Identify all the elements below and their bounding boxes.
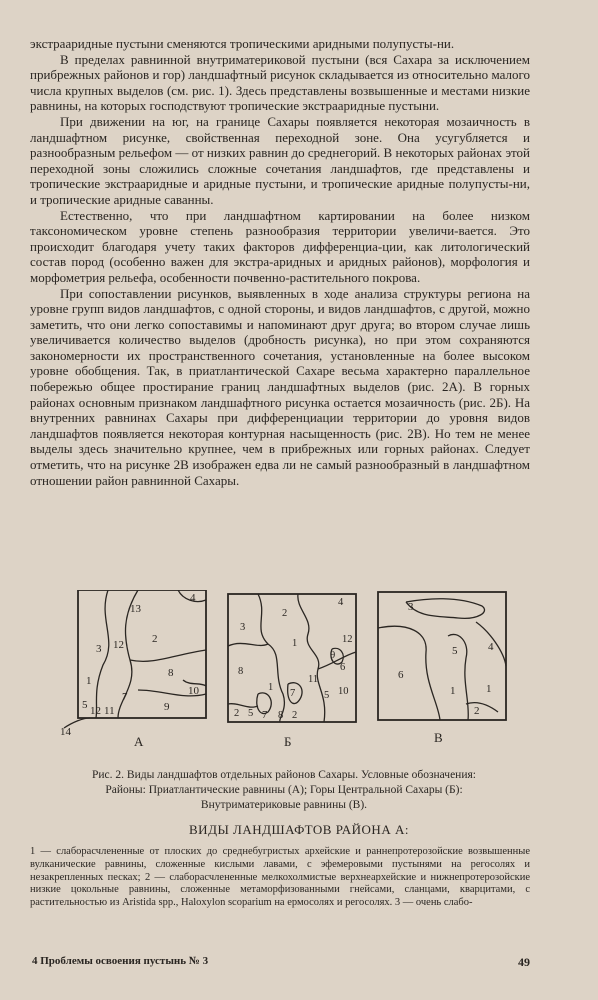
map-a-label: 4 xyxy=(190,592,196,604)
map-a-label: 9 xyxy=(164,701,170,713)
legend-text xyxy=(30,846,530,910)
map-a-label: 2 xyxy=(152,633,158,645)
paragraph: В пределах равнинной внутриматериковой пустыни (вся Сахара за исключением прибрежных районов и гор) ландшафтный рисунок складывается из относительно малого числа крупных выделов (см. рис. 1). Здесь представлены возвышенные и местами низкие равнины, на которых господствуют тропические экстрааридные пустыни. xyxy=(30,51,530,114)
map-b-letter: Б xyxy=(284,734,292,749)
caption-line: Внутриматериковые равнины (В). xyxy=(200,799,368,811)
map-b-label: 11 xyxy=(308,674,319,685)
map-b-label: 3 xyxy=(240,622,246,633)
map-a-label: 3 xyxy=(96,643,102,655)
map-b-label: 8 xyxy=(238,666,244,677)
map-a-label: 13 xyxy=(130,603,141,615)
legend-paragraph: 1 — слаборасчлененные от плоских до среднебугристых архейские и раннепротерозойские возвышенные вулканические равнины, сложенные кислыми лавами, с эфемеровыми пустынями на регосолях и незакрепленных песках; 2 — слаборасчлененные мелкохолмистые верхнеархейские и нижнепротерозойские низкие цокольные равнины, сложенные метаморфизованными гнейсами, сланцами, кварцитами, с растительностью из Aristida spp., Haloxylon scoparium на ермосолях и регосолях. 3 — очень слабо- xyxy=(30,846,530,909)
map-v-boundary xyxy=(406,599,485,619)
map-b-label: 6 xyxy=(340,662,346,673)
map-b xyxy=(228,594,356,749)
paragraph: При движении на юг, на границе Сахары появляется некоторая мозаичность в ландшафтном рисунке, свойственная переходной зоне. Она усугубляется и разнообразным рельефом — от низких равнин до среднегорий. В некоторых районах этой переходной зоны сложились сложные сочетания ландшафтов, где представлены и тропические экстрааридные и аридные пустыни, и тропические аридные полупусты-ни, и тропические аридные саванны. xyxy=(30,113,530,207)
body-text xyxy=(30,36,530,488)
map-a-label: 12 xyxy=(90,705,101,717)
figure-caption xyxy=(34,768,534,813)
caption-line: Рис. 2. Виды ландшафтов отдельных районов Сахары. Условные обозначения: xyxy=(92,769,476,781)
map-b-label: 1 xyxy=(292,638,298,649)
map-a-label: 10 xyxy=(188,685,199,697)
map-v-label: 5 xyxy=(452,645,458,657)
map-a-label: 1 xyxy=(86,675,92,687)
map-b-label: 9 xyxy=(330,650,336,661)
map-v-frame xyxy=(378,592,506,720)
map-b-label: 8 xyxy=(278,710,284,721)
map-v-boundary xyxy=(378,626,440,720)
map-a-label: 14 xyxy=(60,726,71,738)
page-number: 49 xyxy=(518,955,530,969)
map-b-label: 2 xyxy=(292,710,298,721)
map-b-label: 5 xyxy=(324,690,330,701)
map-b-label: 1 xyxy=(268,682,274,693)
map-b-boundary xyxy=(298,594,325,722)
map-v-boundary xyxy=(466,703,498,712)
map-b-label: 12 xyxy=(342,634,353,645)
map-v-label: 1 xyxy=(450,685,456,697)
map-v-label: 6 xyxy=(398,669,404,681)
map-v-letter: В xyxy=(434,730,443,745)
map-b-label: 5 xyxy=(248,708,254,719)
map-b-boundary xyxy=(228,643,268,646)
map-v-label: 3 xyxy=(408,601,414,613)
paragraph: Естественно, что при ландшафтном картировании на более низком таксономическом уровне степень разнообразия территории увеличи-вается. Это происходит благодаря учету таких факторов дифференциа-ции, как литологический состав пород (особенно важен для экстра-аридных и аридных районов), морфология и морфометрия рельефа, особенности почвенно-растительного покрова. xyxy=(30,207,530,285)
figure-maps xyxy=(58,590,528,752)
map-v-label: 2 xyxy=(474,705,480,717)
map-b-label: 4 xyxy=(338,597,344,608)
map-b-boundary xyxy=(228,704,258,707)
map-a-label: 12 xyxy=(113,639,124,651)
signature-mark: 4 Проблемы освоения пустынь № 3 xyxy=(32,955,209,967)
section-title: ВИДЫ ЛАНДШАФТОВ РАЙОНА А: xyxy=(189,822,409,837)
map-v xyxy=(378,592,506,745)
map-v-label: 1 xyxy=(486,683,492,695)
map-v-label: 4 xyxy=(488,641,494,653)
map-b-label: 2 xyxy=(234,708,240,719)
page-footer xyxy=(32,955,530,971)
map-a-boundary xyxy=(130,650,206,661)
map-b-label: 10 xyxy=(338,686,349,697)
caption-line: Районы: Приатлантические равнины (А); Горы Центральной Сахары (Б): xyxy=(105,784,463,796)
paragraph: экстрааридные пустыни сменяются тропическими аридными полупусты-ни. xyxy=(30,36,455,51)
map-b-label: 7 xyxy=(262,710,268,721)
map-b-label: 7 xyxy=(290,688,296,699)
paragraph: При сопоставлении рисунков, выявленных в ходе анализа структуры региона на уровне групп видов ландшафтов, с одной стороны, и видов ландшафтов, с другой, можно заметить, что они легко сопоставимы и напоминают друг друга; во втором случае лишь увеличивается количество выделов (дробность рисунка), но при этом сохраняются закономерности их пространственного сочетания, установленные на более высоком уровне обобщения. Так, в приатлантической Сахаре весьма характерно параллельное побережью общее простирание границ ландшафтных выделов (рис. 2А). В горных районах основным признаком ландшафтного рисунка остается мозаичность (рис. 2Б). На внутренних равнинах Сахары при дифференциации территории до уровня видов ландшафтов появляется некоторая контурная насыщенность (рис. 2В). Но тем не менее выделы здесь значительно крупнее, чем в прибрежных или горных районах. Следует отметить, что на рисунке 2В изображен едва ли не самый разнообразный в ландшафтном отношении район равнинной Сахары. xyxy=(30,285,530,488)
map-a-label: 5 xyxy=(82,699,88,711)
map-a xyxy=(60,590,206,749)
map-a-label: 7 xyxy=(122,691,128,703)
map-a-label: 11 xyxy=(104,705,115,717)
map-b-label: 2 xyxy=(282,608,288,619)
map-b-boundary xyxy=(318,652,356,669)
map-a-letter: А xyxy=(134,734,144,749)
map-a-label: 8 xyxy=(168,667,174,679)
